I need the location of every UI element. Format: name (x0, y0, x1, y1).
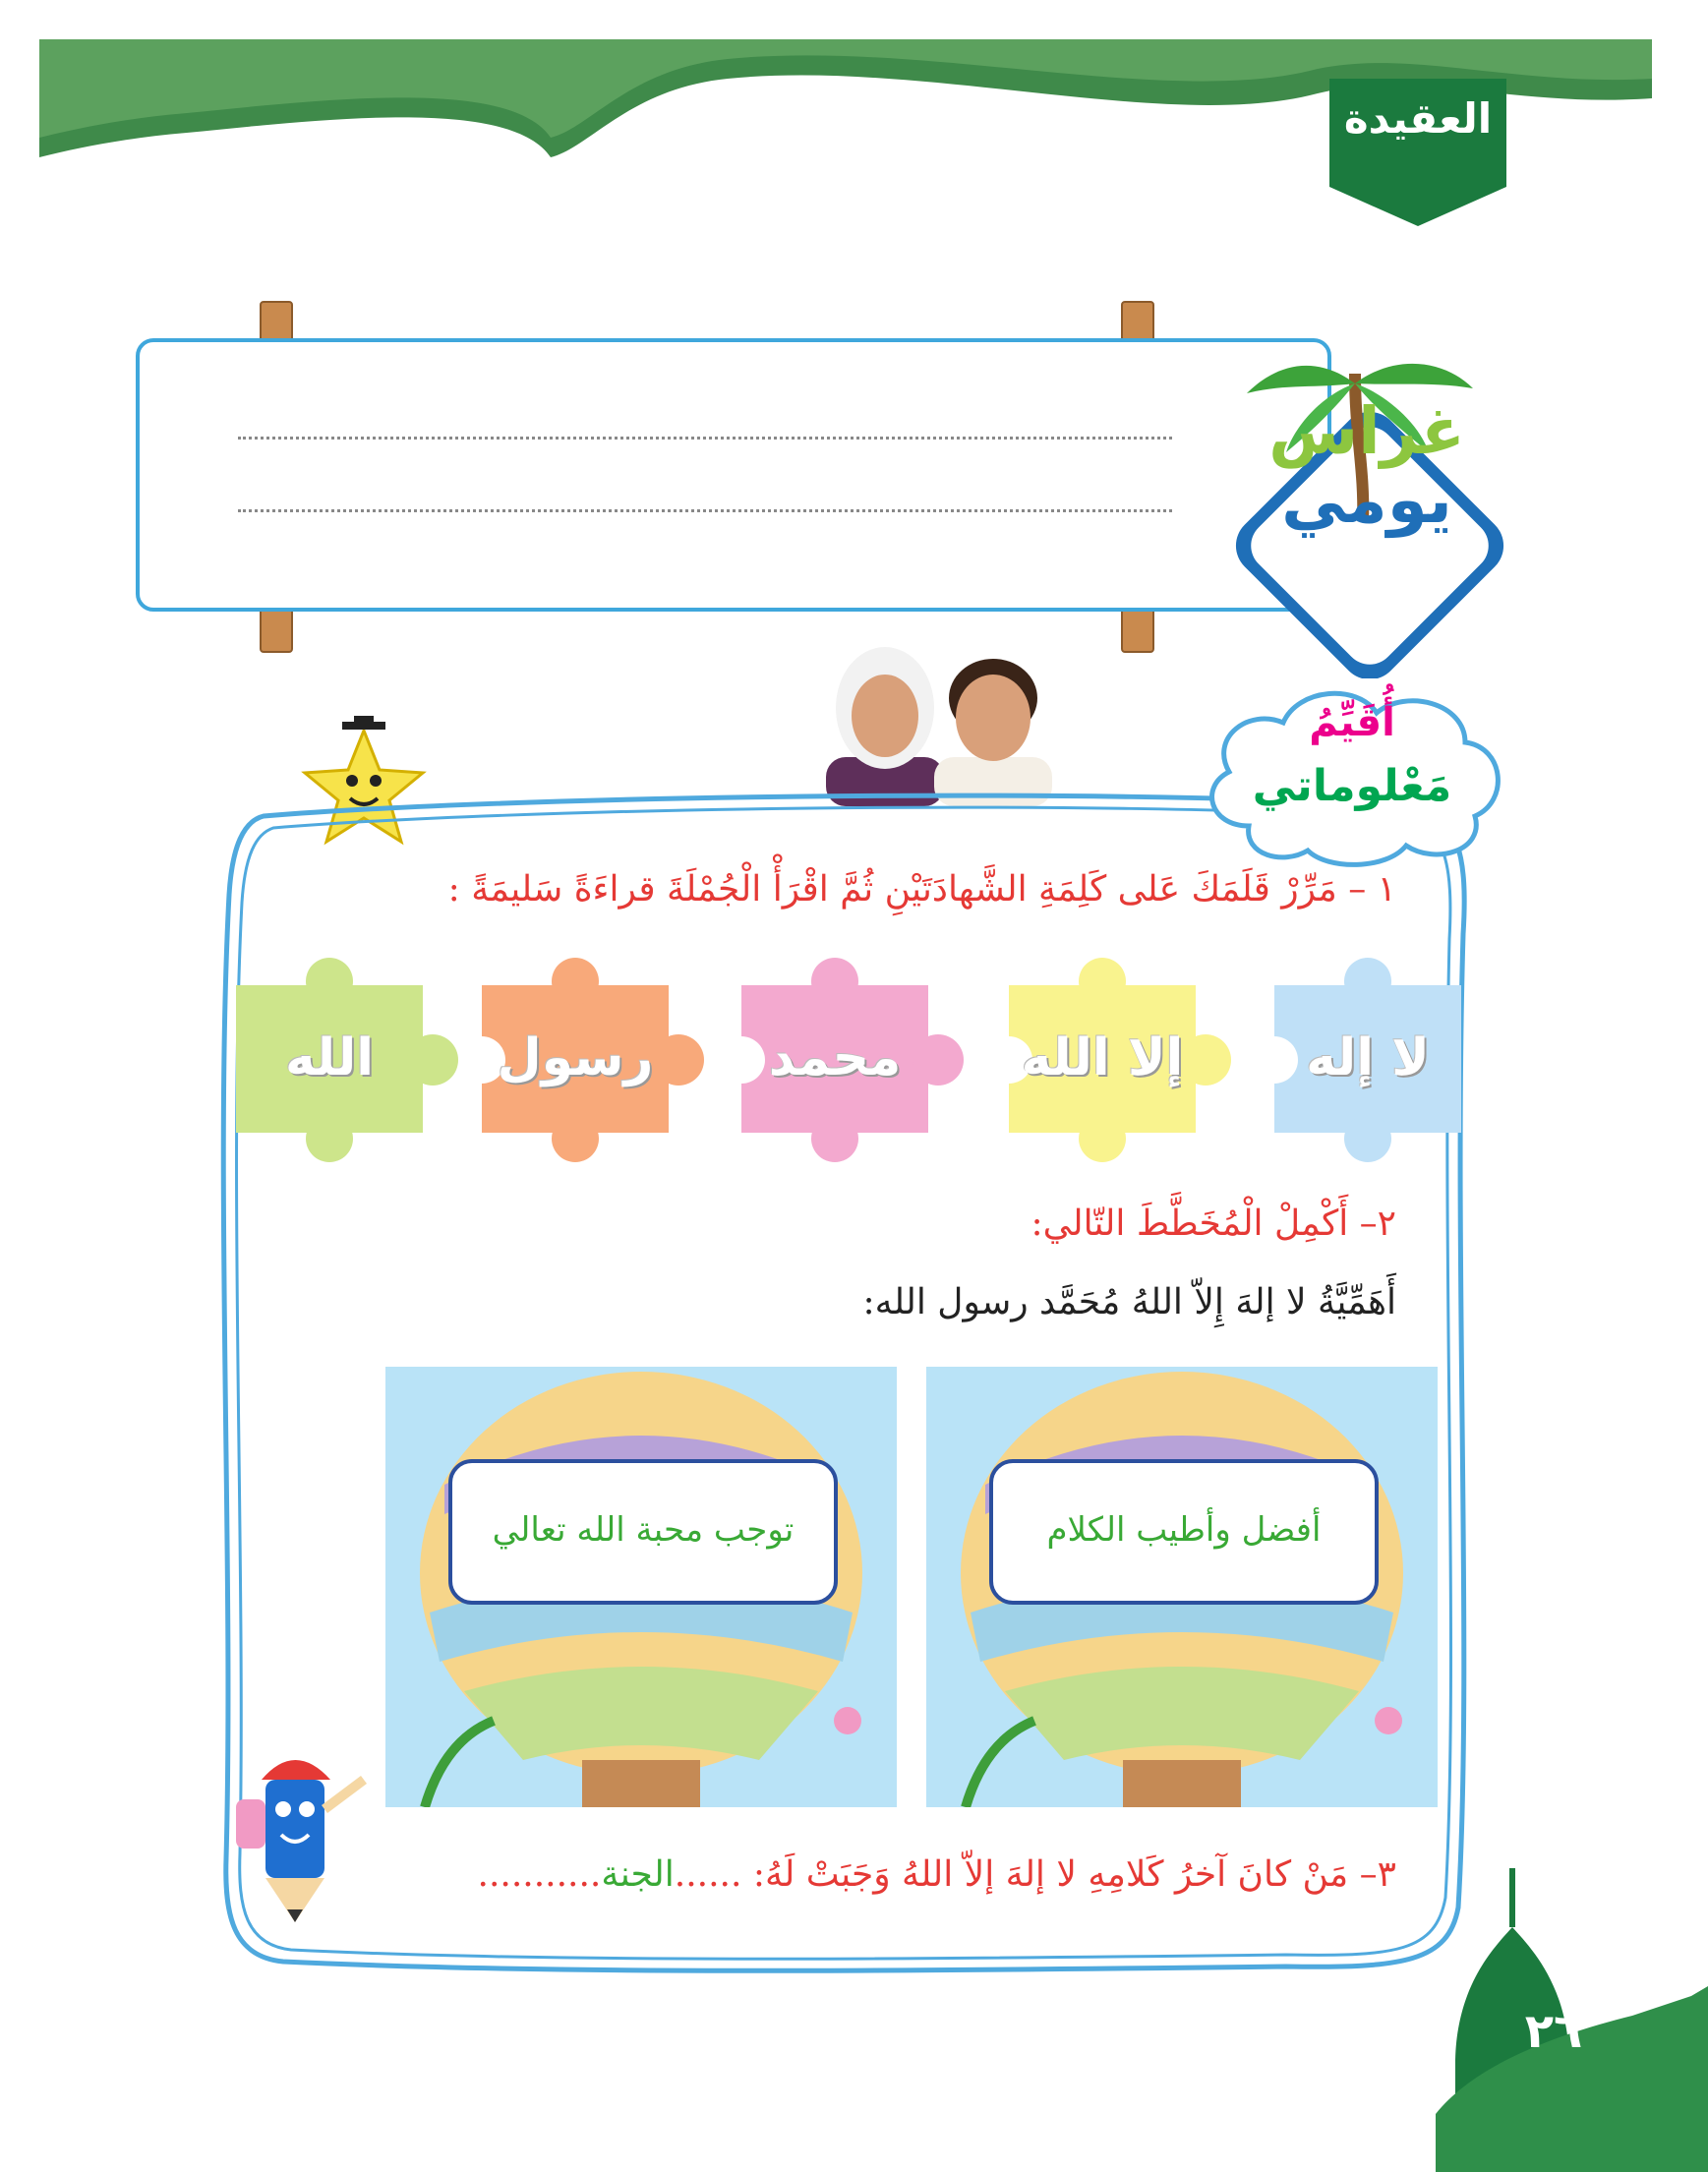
question-3-answer[interactable]: الجنة (601, 1854, 675, 1895)
daily-plant-board (136, 338, 1331, 612)
benefit-box-2 (448, 1459, 838, 1605)
cloud-title-line1: أُقَيِّمُ (1309, 700, 1395, 745)
question-3-dots-before: ...... (674, 1854, 742, 1895)
answer-line-2[interactable] (238, 509, 1172, 512)
puzzle-piece-label-2[interactable]: إلا الله (1021, 1028, 1184, 1087)
badge-title-line1: غراس (1268, 393, 1465, 469)
benefit-box-1 (989, 1459, 1379, 1605)
puzzle-piece-label-5[interactable]: الله (284, 1028, 375, 1087)
page-number: ٢٦ (1524, 2004, 1583, 2059)
benefit-text-1: أفضل وأطيب الكلام (1046, 1510, 1322, 1550)
question-3-dots-after: ........... (477, 1854, 602, 1895)
badge-title-line2: يومي (1281, 462, 1452, 538)
question-3-text: ٣– مَنْ كانَ آخرُ كَلامِهِ لا إلهَ إلاّ اللهُ وَجَبَتْ لَهُ: (752, 1854, 1396, 1895)
pencil-mascot-icon (226, 1740, 383, 1927)
puzzle-piece-label-1[interactable]: لا إله (1306, 1028, 1430, 1087)
question-1: ١ – مَرِّرْ قَلَمَكَ عَلى كَلِمَةِ الشَّهادَتَيْنِ ثُمَّ اقْرَأْ الْجُمْلَةَ قراءَةً سَليمَةً : (447, 869, 1396, 910)
answer-line-1[interactable] (238, 437, 1172, 440)
benefit-text-2: توجب محبة الله تعالي (492, 1510, 795, 1550)
balloon-panel-left (385, 1367, 897, 1807)
puzzle-piece-label-4[interactable]: رسول (497, 1028, 654, 1087)
question-2: ٢– أَكْمِلْ الْمُخَطَّطَ التّالي: (1031, 1203, 1396, 1244)
balloon-panel-right (926, 1367, 1438, 1807)
question-3 (393, 1854, 1396, 1895)
puzzle-piece-label-3[interactable]: محمد (768, 1028, 902, 1087)
cloud-title-line2: مَعْلوماتي (1252, 761, 1452, 811)
question-2-subtext: أَهَمِّيَّةُ لا إلهَ إِلاّ اللهُ مُحَمَّد رسول الله: (862, 1282, 1396, 1322)
section-title: العقيدة (1343, 94, 1493, 143)
